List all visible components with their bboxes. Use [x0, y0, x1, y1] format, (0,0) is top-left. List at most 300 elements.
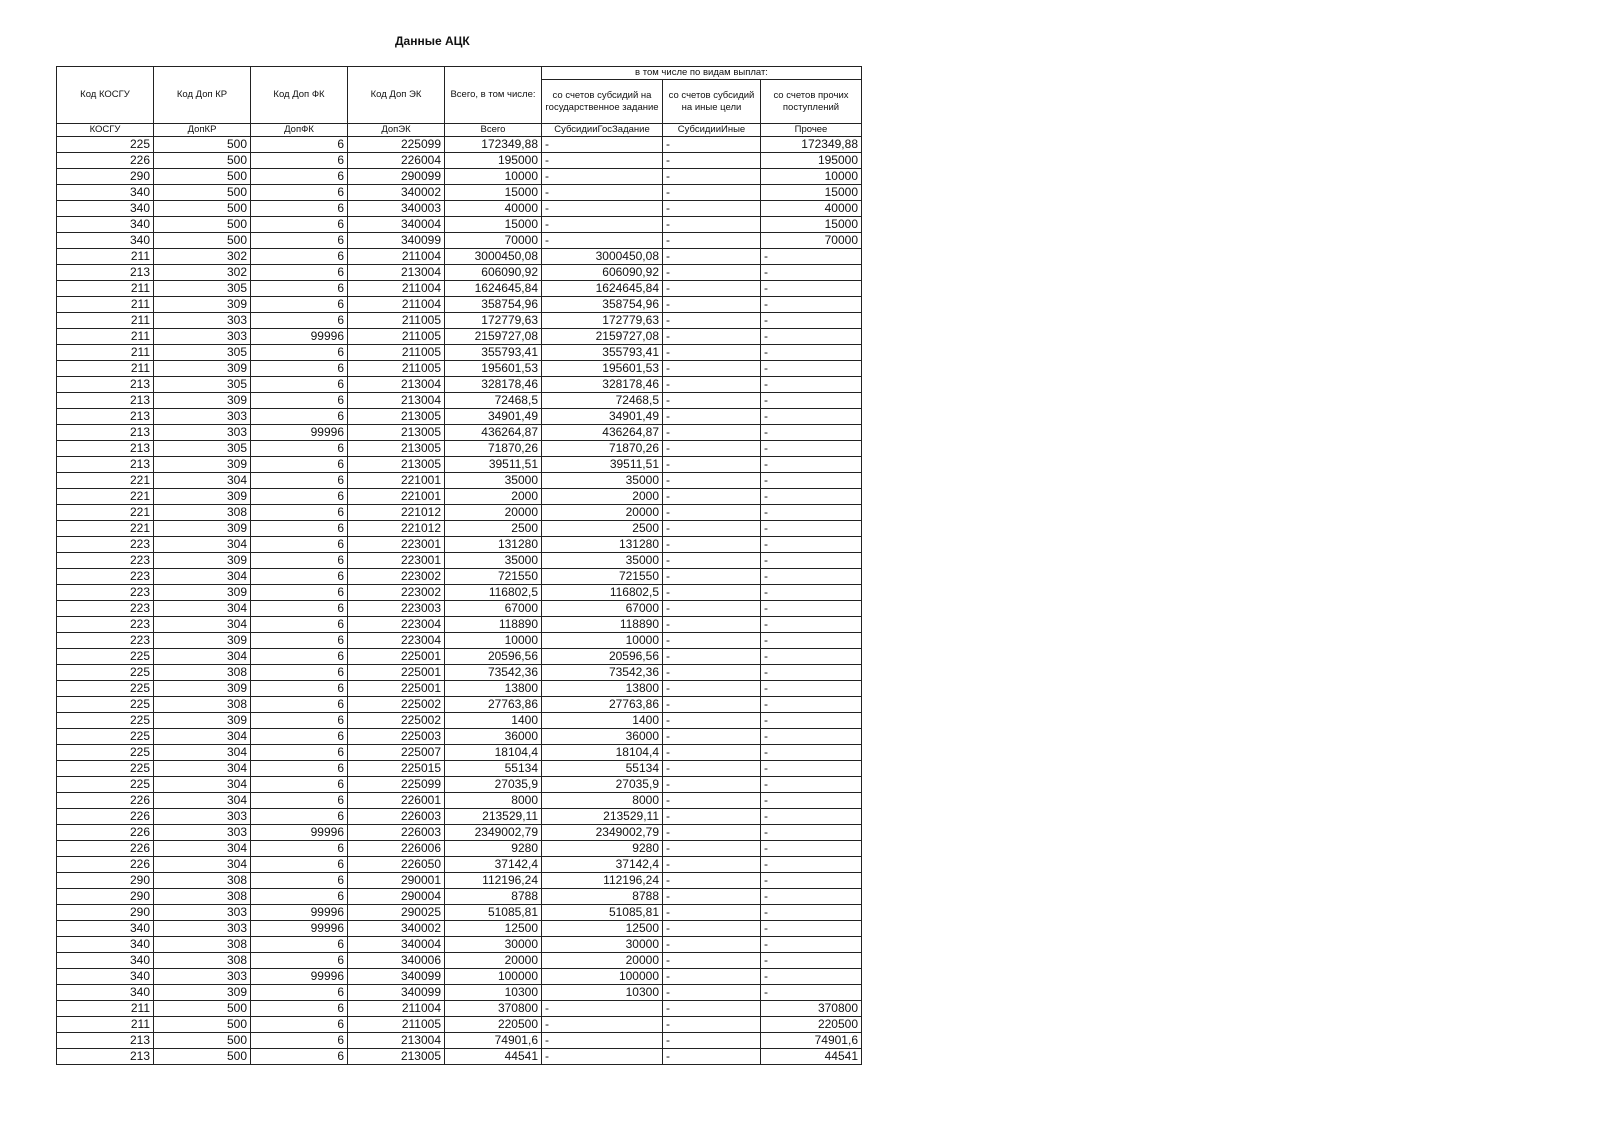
cell-dop-fk: 6: [251, 1033, 348, 1049]
cell-prochee: 70000: [761, 233, 862, 249]
cell-prochee: 172349,88: [761, 137, 862, 153]
cell-total: 1624645,84: [445, 281, 542, 297]
cell-prochee: -: [761, 393, 862, 409]
cell-dop-kr: 309: [154, 393, 251, 409]
cell-kosgu: 223: [57, 585, 154, 601]
cell-prochee: -: [761, 377, 862, 393]
cell-dop-fk: 99996: [251, 329, 348, 345]
cell-kosgu: 226: [57, 153, 154, 169]
cell-total: 9280: [445, 841, 542, 857]
cell-gos-zadanie: 112196,24: [542, 873, 663, 889]
cell-kosgu: 225: [57, 745, 154, 761]
cell-prochee: -: [761, 521, 862, 537]
cell-dop-kr: 309: [154, 713, 251, 729]
cell-gos-zadanie: -: [542, 233, 663, 249]
cell-total: 118890: [445, 617, 542, 633]
cell-kosgu: 211: [57, 297, 154, 313]
cell-dop-kr: 305: [154, 281, 251, 297]
cell-prochee: -: [761, 809, 862, 825]
code-kosgu: КОСГУ: [57, 124, 154, 137]
cell-dop-fk: 6: [251, 953, 348, 969]
cell-gos-zadanie: 131280: [542, 537, 663, 553]
cell-dop-kr: 305: [154, 377, 251, 393]
cell-prochee: -: [761, 985, 862, 1001]
table-row: [57, 921, 862, 937]
cell-dop-kr: 308: [154, 953, 251, 969]
cell-inye: -: [663, 681, 761, 697]
cell-dop-kr: 308: [154, 697, 251, 713]
cell-dop-fk: 99996: [251, 969, 348, 985]
cell-total: 116802,5: [445, 585, 542, 601]
cell-prochee: 40000: [761, 201, 862, 217]
cell-total: 2500: [445, 521, 542, 537]
cell-inye: -: [663, 649, 761, 665]
cell-inye: -: [663, 1017, 761, 1033]
cell-gos-zadanie: -: [542, 1049, 663, 1065]
table-row: [57, 441, 862, 457]
cell-dop-fk: 6: [251, 777, 348, 793]
cell-dop-fk: 99996: [251, 825, 348, 841]
cell-inye: -: [663, 297, 761, 313]
cell-dop-kr: 303: [154, 425, 251, 441]
table-row: [57, 985, 862, 1001]
cell-dop-ek: 213005: [348, 425, 445, 441]
table-row: [57, 1049, 862, 1065]
cell-prochee: -: [761, 905, 862, 921]
cell-total: 27763,86: [445, 697, 542, 713]
cell-total: 73542,36: [445, 665, 542, 681]
table-row: [57, 601, 862, 617]
cell-kosgu: 221: [57, 521, 154, 537]
cell-dop-ek: 223002: [348, 585, 445, 601]
cell-dop-fk: 6: [251, 441, 348, 457]
cell-gos-zadanie: 3000450,08: [542, 249, 663, 265]
cell-kosgu: 211: [57, 281, 154, 297]
table-row: [57, 1017, 862, 1033]
cell-total: 358754,96: [445, 297, 542, 313]
cell-dop-kr: 309: [154, 681, 251, 697]
cell-gos-zadanie: 71870,26: [542, 441, 663, 457]
cell-dop-kr: 304: [154, 777, 251, 793]
cell-total: 220500: [445, 1017, 542, 1033]
cell-prochee: 220500: [761, 1017, 862, 1033]
cell-kosgu: 340: [57, 953, 154, 969]
cell-inye: -: [663, 777, 761, 793]
cell-dop-ek: 225099: [348, 777, 445, 793]
cell-dop-fk: 6: [251, 1001, 348, 1017]
cell-dop-ek: 221012: [348, 505, 445, 521]
cell-dop-ek: 225002: [348, 697, 445, 713]
cell-dop-ek: 290004: [348, 889, 445, 905]
cell-dop-ek: 211004: [348, 281, 445, 297]
cell-dop-kr: 303: [154, 409, 251, 425]
code-dop-ek: ДопЭК: [348, 124, 445, 137]
cell-kosgu: 223: [57, 537, 154, 553]
table-row: [57, 649, 862, 665]
cell-dop-kr: 302: [154, 265, 251, 281]
cell-prochee: -: [761, 537, 862, 553]
cell-dop-fk: 6: [251, 169, 348, 185]
cell-inye: -: [663, 329, 761, 345]
cell-inye: -: [663, 809, 761, 825]
cell-kosgu: 340: [57, 201, 154, 217]
cell-total: 55134: [445, 761, 542, 777]
cell-dop-fk: 6: [251, 585, 348, 601]
cell-inye: -: [663, 553, 761, 569]
cell-kosgu: 213: [57, 1033, 154, 1049]
cell-dop-ek: 340002: [348, 921, 445, 937]
cell-total: 37142,4: [445, 857, 542, 873]
table-row: [57, 745, 862, 761]
cell-prochee: 15000: [761, 185, 862, 201]
cell-dop-kr: 303: [154, 809, 251, 825]
cell-inye: -: [663, 169, 761, 185]
cell-dop-fk: 6: [251, 297, 348, 313]
cell-prochee: -: [761, 761, 862, 777]
cell-kosgu: 226: [57, 841, 154, 857]
cell-dop-ek: 211004: [348, 1001, 445, 1017]
cell-prochee: -: [761, 633, 862, 649]
cell-total: 18104,4: [445, 745, 542, 761]
cell-kosgu: 213: [57, 409, 154, 425]
cell-dop-fk: 6: [251, 745, 348, 761]
table-row: [57, 553, 862, 569]
cell-dop-fk: 6: [251, 457, 348, 473]
cell-gos-zadanie: 100000: [542, 969, 663, 985]
cell-prochee: -: [761, 553, 862, 569]
table-row: [57, 857, 862, 873]
cell-prochee: -: [761, 345, 862, 361]
cell-dop-kr: 500: [154, 1033, 251, 1049]
cell-dop-kr: 304: [154, 729, 251, 745]
cell-kosgu: 225: [57, 729, 154, 745]
cell-gos-zadanie: -: [542, 169, 663, 185]
table-row: [57, 217, 862, 233]
cell-kosgu: 290: [57, 889, 154, 905]
cell-prochee: 10000: [761, 169, 862, 185]
cell-dop-fk: 6: [251, 137, 348, 153]
cell-dop-ek: 213005: [348, 409, 445, 425]
cell-total: 35000: [445, 553, 542, 569]
cell-kosgu: 213: [57, 425, 154, 441]
cell-kosgu: 221: [57, 505, 154, 521]
table-row: [57, 425, 862, 441]
cell-inye: -: [663, 953, 761, 969]
cell-prochee: -: [761, 265, 862, 281]
cell-dop-fk: 6: [251, 985, 348, 1001]
cell-inye: -: [663, 569, 761, 585]
table-row: [57, 537, 862, 553]
cell-total: 195000: [445, 153, 542, 169]
cell-gos-zadanie: 72468,5: [542, 393, 663, 409]
cell-dop-ek: 223002: [348, 569, 445, 585]
cell-inye: -: [663, 153, 761, 169]
cell-prochee: -: [761, 969, 862, 985]
cell-gos-zadanie: 20596,56: [542, 649, 663, 665]
cell-kosgu: 223: [57, 569, 154, 585]
table-row: [57, 617, 862, 633]
cell-total: 112196,24: [445, 873, 542, 889]
cell-dop-ek: 340099: [348, 985, 445, 1001]
table-row: [57, 681, 862, 697]
cell-inye: -: [663, 617, 761, 633]
cell-dop-ek: 211005: [348, 345, 445, 361]
cell-dop-fk: 6: [251, 537, 348, 553]
cell-dop-ek: 211004: [348, 249, 445, 265]
cell-dop-ek: 290001: [348, 873, 445, 889]
cell-inye: -: [663, 457, 761, 473]
cell-dop-ek: 213005: [348, 1049, 445, 1065]
cell-total: 35000: [445, 473, 542, 489]
cell-total: 67000: [445, 601, 542, 617]
cell-total: 15000: [445, 185, 542, 201]
cell-gos-zadanie: -: [542, 1017, 663, 1033]
cell-inye: -: [663, 873, 761, 889]
cell-dop-fk: 99996: [251, 425, 348, 441]
cell-total: 10000: [445, 169, 542, 185]
cell-gos-zadanie: 172779,63: [542, 313, 663, 329]
cell-dop-kr: 500: [154, 169, 251, 185]
cell-inye: -: [663, 473, 761, 489]
table-row: [57, 841, 862, 857]
cell-kosgu: 225: [57, 761, 154, 777]
cell-dop-fk: 6: [251, 809, 348, 825]
cell-dop-ek: 226004: [348, 153, 445, 169]
cell-inye: -: [663, 521, 761, 537]
cell-prochee: -: [761, 617, 862, 633]
cell-kosgu: 211: [57, 361, 154, 377]
table-row: [57, 329, 862, 345]
cell-inye: -: [663, 137, 761, 153]
cell-prochee: -: [761, 697, 862, 713]
cell-kosgu: 340: [57, 233, 154, 249]
cell-dop-fk: 6: [251, 713, 348, 729]
cell-dop-kr: 308: [154, 889, 251, 905]
cell-dop-kr: 309: [154, 297, 251, 313]
cell-dop-ek: 225002: [348, 713, 445, 729]
cell-dop-kr: 304: [154, 601, 251, 617]
cell-prochee: -: [761, 585, 862, 601]
cell-dop-ek: 225001: [348, 649, 445, 665]
cell-prochee: -: [761, 361, 862, 377]
cell-kosgu: 213: [57, 1049, 154, 1065]
cell-dop-ek: 223004: [348, 633, 445, 649]
cell-dop-fk: 6: [251, 729, 348, 745]
cell-gos-zadanie: -: [542, 1033, 663, 1049]
cell-inye: -: [663, 1001, 761, 1017]
cell-inye: -: [663, 425, 761, 441]
cell-total: 34901,49: [445, 409, 542, 425]
cell-inye: -: [663, 377, 761, 393]
cell-kosgu: 225: [57, 681, 154, 697]
cell-gos-zadanie: 2000: [542, 489, 663, 505]
table-row: [57, 905, 862, 921]
cell-gos-zadanie: 358754,96: [542, 297, 663, 313]
cell-dop-ek: 221001: [348, 473, 445, 489]
col-header-total: Всего, в том числе:: [445, 67, 542, 124]
cell-total: 721550: [445, 569, 542, 585]
cell-kosgu: 213: [57, 265, 154, 281]
cell-total: 39511,51: [445, 457, 542, 473]
cell-dop-kr: 309: [154, 633, 251, 649]
cell-kosgu: 340: [57, 985, 154, 1001]
table-body: [57, 137, 862, 1065]
cell-inye: -: [663, 233, 761, 249]
table-row: [57, 201, 862, 217]
cell-dop-fk: 6: [251, 361, 348, 377]
cell-inye: -: [663, 969, 761, 985]
table-row: [57, 409, 862, 425]
cell-prochee: -: [761, 713, 862, 729]
cell-dop-fk: 6: [251, 1017, 348, 1033]
cell-dop-ek: 340002: [348, 185, 445, 201]
table-row: [57, 153, 862, 169]
cell-prochee: -: [761, 329, 862, 345]
data-table: [56, 66, 862, 1065]
cell-gos-zadanie: 9280: [542, 841, 663, 857]
cell-prochee: -: [761, 745, 862, 761]
cell-dop-ek: 221012: [348, 521, 445, 537]
cell-inye: -: [663, 889, 761, 905]
cell-dop-fk: 6: [251, 937, 348, 953]
cell-prochee: 15000: [761, 217, 862, 233]
cell-dop-ek: 223001: [348, 537, 445, 553]
col-header-gos-zadanie: со счетов субсидий на государственное задание: [542, 80, 663, 124]
cell-prochee: -: [761, 489, 862, 505]
cell-dop-kr: 309: [154, 553, 251, 569]
cell-dop-kr: 303: [154, 905, 251, 921]
cell-dop-kr: 303: [154, 313, 251, 329]
table-row: [57, 1033, 862, 1049]
cell-dop-kr: 305: [154, 345, 251, 361]
cell-dop-kr: 303: [154, 969, 251, 985]
cell-kosgu: 223: [57, 617, 154, 633]
cell-dop-kr: 304: [154, 649, 251, 665]
cell-inye: -: [663, 393, 761, 409]
cell-gos-zadanie: 12500: [542, 921, 663, 937]
cell-total: 355793,41: [445, 345, 542, 361]
cell-dop-ek: 290099: [348, 169, 445, 185]
cell-gos-zadanie: 37142,4: [542, 857, 663, 873]
cell-dop-fk: 6: [251, 1049, 348, 1065]
cell-inye: -: [663, 857, 761, 873]
cell-dop-kr: 304: [154, 617, 251, 633]
cell-dop-ek: 340006: [348, 953, 445, 969]
cell-prochee: -: [761, 505, 862, 521]
code-prochee: Прочее: [761, 124, 862, 137]
col-header-dop-ek: Код Доп ЭК: [348, 67, 445, 124]
cell-kosgu: 211: [57, 249, 154, 265]
table-row: [57, 521, 862, 537]
cell-dop-kr: 500: [154, 201, 251, 217]
cell-gos-zadanie: 35000: [542, 473, 663, 489]
cell-inye: -: [663, 409, 761, 425]
cell-dop-ek: 213004: [348, 393, 445, 409]
cell-dop-kr: 304: [154, 745, 251, 761]
cell-dop-ek: 226003: [348, 809, 445, 825]
cell-total: 370800: [445, 1001, 542, 1017]
cell-dop-ek: 225001: [348, 665, 445, 681]
cell-prochee: -: [761, 601, 862, 617]
cell-gos-zadanie: -: [542, 1001, 663, 1017]
cell-dop-ek: 226006: [348, 841, 445, 857]
table-row: [57, 585, 862, 601]
cell-dop-ek: 223003: [348, 601, 445, 617]
cell-gos-zadanie: -: [542, 217, 663, 233]
cell-dop-fk: 6: [251, 217, 348, 233]
cell-prochee: -: [761, 777, 862, 793]
cell-dop-ek: 340003: [348, 201, 445, 217]
cell-total: 36000: [445, 729, 542, 745]
cell-kosgu: 340: [57, 969, 154, 985]
cell-total: 100000: [445, 969, 542, 985]
cell-dop-fk: 6: [251, 697, 348, 713]
cell-inye: -: [663, 697, 761, 713]
cell-kosgu: 211: [57, 329, 154, 345]
cell-total: 10000: [445, 633, 542, 649]
cell-dop-ek: 340004: [348, 217, 445, 233]
cell-inye: -: [663, 489, 761, 505]
cell-total: 20000: [445, 953, 542, 969]
table-row: [57, 281, 862, 297]
cell-prochee: -: [761, 953, 862, 969]
cell-dop-fk: 6: [251, 393, 348, 409]
cell-kosgu: 225: [57, 137, 154, 153]
cell-dop-fk: 6: [251, 841, 348, 857]
table-row: [57, 697, 862, 713]
cell-dop-kr: 500: [154, 153, 251, 169]
cell-dop-kr: 304: [154, 569, 251, 585]
cell-dop-kr: 500: [154, 1049, 251, 1065]
cell-total: 436264,87: [445, 425, 542, 441]
cell-prochee: 44541: [761, 1049, 862, 1065]
cell-prochee: -: [761, 441, 862, 457]
cell-kosgu: 223: [57, 601, 154, 617]
cell-dop-fk: 6: [251, 601, 348, 617]
cell-gos-zadanie: 20000: [542, 505, 663, 521]
cell-total: 8000: [445, 793, 542, 809]
cell-total: 195601,53: [445, 361, 542, 377]
cell-gos-zadanie: 18104,4: [542, 745, 663, 761]
table-row: [57, 377, 862, 393]
cell-gos-zadanie: 2349002,79: [542, 825, 663, 841]
cell-inye: -: [663, 921, 761, 937]
cell-dop-ek: 226050: [348, 857, 445, 873]
cell-dop-fk: 6: [251, 153, 348, 169]
cell-dop-fk: 6: [251, 793, 348, 809]
cell-dop-ek: 340004: [348, 937, 445, 953]
table-row: [57, 361, 862, 377]
cell-dop-fk: 6: [251, 553, 348, 569]
cell-dop-fk: 6: [251, 281, 348, 297]
cell-gos-zadanie: 118890: [542, 617, 663, 633]
cell-inye: -: [663, 1049, 761, 1065]
cell-prochee: -: [761, 281, 862, 297]
cell-kosgu: 223: [57, 633, 154, 649]
cell-total: 27035,9: [445, 777, 542, 793]
cell-gos-zadanie: 1400: [542, 713, 663, 729]
cell-dop-ek: 340099: [348, 969, 445, 985]
cell-kosgu: 213: [57, 457, 154, 473]
cell-inye: -: [663, 601, 761, 617]
cell-kosgu: 211: [57, 313, 154, 329]
cell-gos-zadanie: 13800: [542, 681, 663, 697]
cell-dop-kr: 500: [154, 1001, 251, 1017]
cell-dop-kr: 308: [154, 505, 251, 521]
cell-gos-zadanie: 2500: [542, 521, 663, 537]
cell-inye: -: [663, 249, 761, 265]
cell-dop-fk: 6: [251, 873, 348, 889]
